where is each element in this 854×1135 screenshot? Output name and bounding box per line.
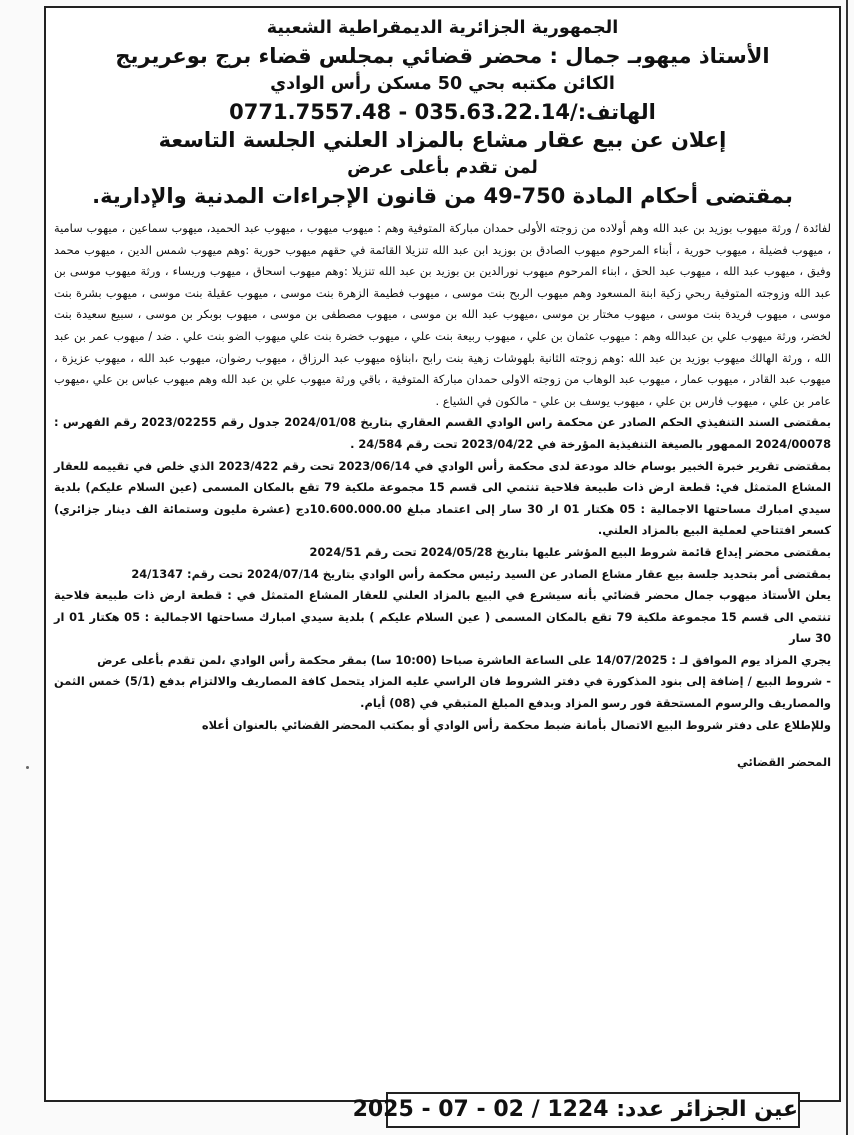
sale-notice-paragraph: يعلن الأستاذ ميهوب جمال محضر قضائي بأنه سيشرع في البيع بالمزاد العلني للعقار المشاع المتمثل في : قطعة ارض ذات طبيعة فلاحية تنتمي الى قسم 15 مجموعة ملكية 79 تقع بالمكان المسمى ( عين السلام عليكم ) بلدية سيدي امبارك مساحتها الاجمالية : 05 هكتار 01 ار 30 سار [54,588,831,646]
announcement-header [54,14,831,210]
announcement-frame [44,6,841,1102]
parties-paragraph: لفائدة / ورثة ميهوب بوزيد بن عبد الله وهم أولاده من زوجته الأولى حمدان مباركة المتوفية وهم : ميهوب ميهوب ، ميهوب عبد الحميد، ميهوب سماعين ، ميهوب سامية ، ميهوب فضيلة ، ميهوب حورية ، أبناء المرحوم ميهوب الصادق بن بوزيد ابن عبد الله تنزيلا القائمة في حقهم ميهوب حورية :وهم ميهوب شمس الدين ، ميهوب محمد وفيق ، ميهوب عبد الله ، ميهوب عبد الحق ، ابناء المرحوم ميهوب نورالدين بن بوزيد بن عبد الله تنزيلا :وهم ميهوب اسحاق ، ميهوب وريساء ، ورثة ميهوب موسى بن عبد الله وزوجته المتوفية ربحي زكية ابنة المسعود وهم ميهوب الربح بنت موسى ، ميهوب فطيمة الزهرة بنت موسى ، ميهوب عقيلة بنت موسى ، ميهوب بشرة بنت موسى ، ميهوب فريدة بنت موسى ، ميهوب مختار بن موسى ،ميهوب عبد الله بن موسى ، ميهوب مصطفى بن موسى ، ميهوب بوبكر بن موسى ، سبيع سعيدة بنت لخضر، ورثة ميهوب علي بن عبدالله وهم : ميهوب عثمان بن علي ، ميهوب ربيعة بنت علي ، ميهوب خضرة بنت علي ميهوب الضو بنت علي . ضد / ميهوب عمر بن عبد الله ، ورثة الهالك ميهوب بوزيد بن عبد الله :وهم زوجته الثانية بلهوشات زهية بنت رابح ،ابناؤه ميهوب عبد الرزاق ، ميهوب رضوان، ميهوب عبد الله ، ميهوب عزيزة ، ميهوب عبد القادر ، ميهوب عمار ، ميهوب عبد الوهاب من زوجته الاولى حمدان مباركة المتوفية ، باقي ورثة ميهوب علي بن عبد الله وهم ميهوب عباس بن علي ،ميهوب عامر بن علي ، ميهوب فارس بن علي ، ميهوب يوسف بن علي - مالكون في الشياع . [54,221,831,408]
republic-line: الجمهورية الجزائرية الديمقراطية الشعبية [266,18,619,38]
page-edge-line [846,0,848,1135]
publication-reference: عين الجزائر عدد: 1224 / 02 - 07 - 2025 [386,1092,800,1128]
bailiff-line: الأستاذ ميهوبـ جمال : محضر قضائي بمجلس قضاء برج بوعريريج [115,44,770,68]
signature: المحضر القضائي [737,755,831,770]
auction-date-paragraph: يجري المزاد يوم الموافق لـ : 14/07/2025 على الساعة العاشرة صباحا (10:00 سا) بمقر محكمة رأس الوادي ،لمن تقدم بأعلى عرض [97,652,831,667]
expertise-paragraph: بمقتضى تقرير خبرة الخبير بوسام خالد مودعة لدى محكمة رأس الوادي في 2023/06/14 تحت رقم 2023/422 الذي خلص في تقييمه للعقار المشاع المتمثل في: قطعة ارض ذات طبيعة فلاحية تنتمي الى قسم 15 مجموعة ملكية 79 تقع بالمكان المسمى (عين السلام عليكم) بلدية سيدي امبارك مساحتها الاجمالية : 05 هكتار 01 ار 30 سار إلى اعتماد مبلغ 10.600.000.00دج (عشرة مليون وستمائة الف دينار جزائري) كسعر افتتاحي لعملية البيع بالمزاد العلني. [54,458,832,538]
phone-line: الهاتف:/035.63.22.14 - 0771.7557.48 [229,100,656,124]
conditions-deposit-paragraph: بمقتضى محضر إيداع قائمة شروط البيع المؤشر عليها بتاريخ 2024/05/28 تحت رقم 2024/51 [309,544,831,559]
announcement-body [54,218,831,774]
office-line: الكائن مكتبه بحي 50 مسكن رأس الوادي [270,74,615,94]
announcement-title: إعلان عن بيع عقار مشاع بالمزاد العلني الجلسة التاسعة [158,128,727,152]
sale-conditions-paragraph: - شروط البيع / إضافة إلى بنود المذكورة في دفتر الشروط فان الراسي عليه المزاد يتحمل كافة المصاريف والالتزام بدفع (5/1) خمس الثمن والمصاريف والرسوم المستحقة فور رسو المزاد وبدفع المبلغ المتبقي في (08) أيام. [54,674,831,711]
consultation-paragraph: وللإطلاع على دفتر شروط البيع الاتصال بأمانة ضبط محكمة رأس الوادي أو بمكتب المحضر القضائي بالعنوان أعلاه [201,717,831,732]
judgment-paragraph: بمقتضى السند التنفيذي الحكم الصادر عن محكمة راس الوادي القسم العقاري بتاريخ 2024/01/08 جدول رقم 2023/02255 رقم الفهرس : 2024/00078 الممهور بالصيغة التنفيذية المؤرخة في 2023/04/22 تحت رقم 24/584 . [54,415,831,451]
announcement-subtitle: لمن تقدم بأعلى عرض [347,158,538,178]
scan-speck [26,766,29,769]
legal-basis: بمقتضى أحكام المادة 750-49 من قانون الإجراءات المدنية والإدارية. [92,184,793,208]
session-order-paragraph: بمقتضى أمر بتحديد جلسة بيع عقار مشاع الصادر عن السيد رئيس محكمة رأس الوادي بتاريخ 2024/07/14 تحت رقم: 24/1347 [131,566,831,581]
